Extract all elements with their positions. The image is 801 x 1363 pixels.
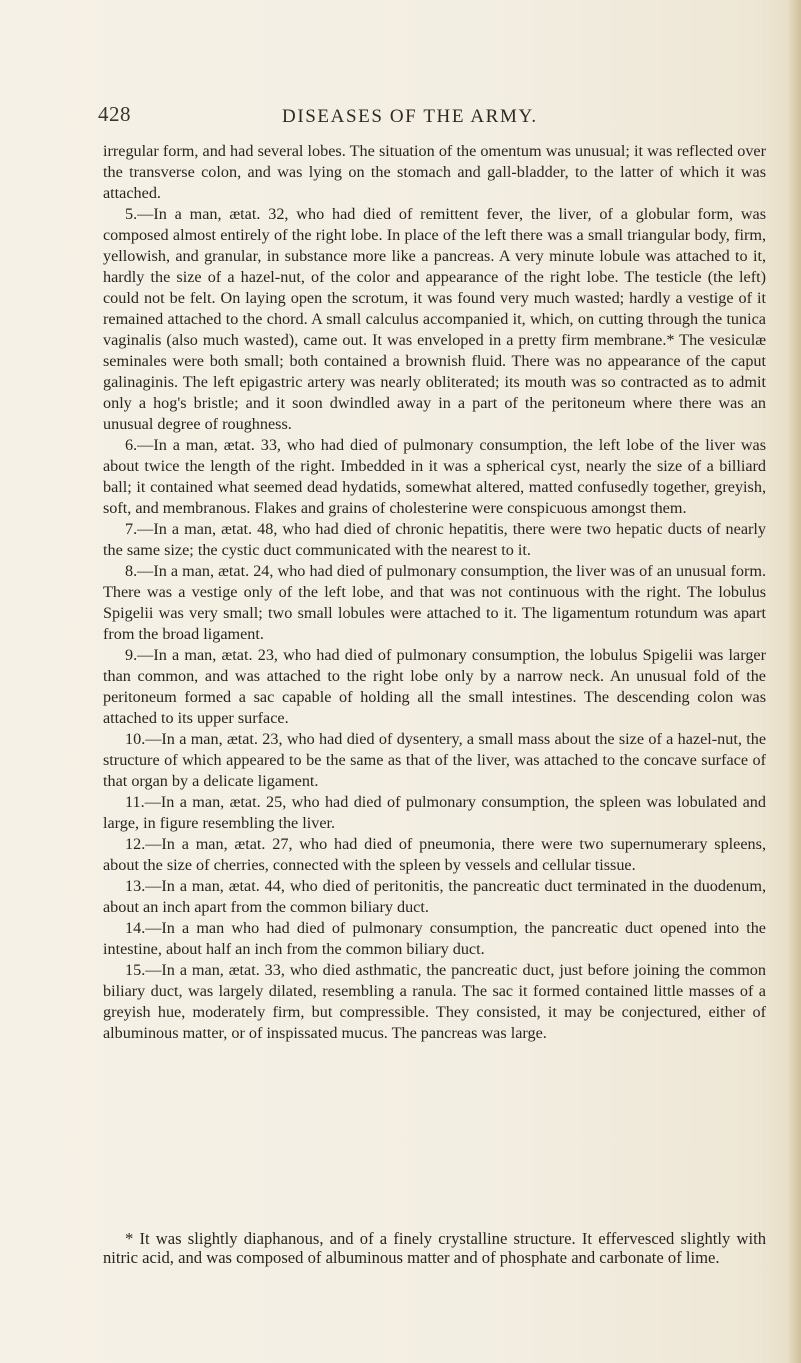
paragraph-case-7: 7.—In a man, ætat. 48, who had died of chronic hepatitis, there were two hepatic ducts of nearly the same size; the cystic duct communicated with the nearest to it.: [103, 520, 766, 559]
page-number: 428: [98, 102, 131, 126]
paragraph-case-6: 6.—In a man, ætat. 33, who had died of pulmonary consumption, the left lobe of the liver was about twice the length of the right. Imbedded in it was a spherical cyst, nearly the size of a billiard ball; it contained what seemed dead hydatids, somewhat altered, matted confusedly together, greyish, soft, and membranous. Flakes and grains of cholesterine were conspicuous amongst them.: [103, 436, 766, 517]
paragraph-case-8: 8.—In a man, ætat. 24, who had died of pulmonary consumption, the liver was of an unusual form. There was a vestige only of the left lobe, and that was not continuous with the right. The lobulus Spigelii was very small; two small lobules were attached to it. The ligamentum rotundum was apart from the broad ligament.: [103, 562, 766, 643]
footnote-text: * It was slightly diaphanous, and of a finely crystalline structure. It effervesced slightly with nitric acid, and was composed of albuminous matter and of phosphate and carbonate of lime.: [103, 1229, 766, 1267]
paragraph-case-12: 12.—In a man, ætat. 27, who had died of pneumonia, there were two supernumerary spleens, about the size of cherries, connected with the spleen by vessels and cellular tissue.: [103, 835, 766, 874]
paragraph-case-10: 10.—In a man, ætat. 23, who had died of dysentery, a small mass about the size of a hazel-nut, the structure of which appeared to be the same as that of the liver, was attached to the concave surface of that organ by a delicate ligament.: [103, 730, 766, 790]
page-header: [0, 70, 801, 127]
body-text: [103, 141, 766, 1044]
running-head: DISEASES OF THE ARMY.: [282, 106, 538, 127]
paragraph-case-14: 14.—In a man who had died of pulmonary consumption, the pancreatic duct opened into the intestine, about half an inch from the common biliary duct.: [103, 919, 766, 958]
paragraph-case-9: 9.—In a man, ætat. 23, who had died of pulmonary consumption, the lobulus Spigelii was larger than common, and was attached to the right lobe only by a narrow neck. An unusual fold of the peritoneum formed a sac capable of holding all the small intestines. The descending colon was attached to its upper surface.: [103, 646, 766, 727]
page-edge-shadow: [787, 0, 801, 1363]
paragraph-case-11: 11.—In a man, ætat. 25, who had died of pulmonary consumption, the spleen was lobulated and large, in figure resembling the liver.: [103, 793, 766, 832]
paragraph-case-5: 5.—In a man, ætat. 32, who had died of remittent fever, the liver, of a globular form, was composed almost entirely of the right lobe. In place of the left there was a small triangular body, firm, yellowish, and granular, in substance more like a pancreas. A very minute lobule was attached to it, hardly the size of a hazel-nut, of the color and appearance of the right lobe. The testicle (the left) could not be felt. On laying open the scrotum, it was found very much wasted; hardly a vestige of it remained attached to the chord. A small calculus accompanied it, which, on cutting through the tunica vaginalis (also much wasted), came out. It was enveloped in a pretty firm membrane.* The vesiculæ seminales were both small; both contained a brownish fluid. There was no appearance of the caput galinaginis. The left epigastric artery was nearly obliterated; its mouth was so contracted as to admit only a hog's bristle; and it soon dwindled away in a part of the peritoneum where there was an unusual degree of roughness.: [103, 205, 766, 433]
paragraph-case-15: 15.—In a man, ætat. 33, who died asthmatic, the pancreatic duct, just before joining the common biliary duct, was largely dilated, resembling a ranula. The sac it formed contained little masses of a greyish hue, moderately firm, but compressible. They consisted, it may be conjectured, either of albuminous matter, or of inspissated mucus. The pancreas was large.: [103, 961, 766, 1042]
footnote: [103, 1229, 766, 1267]
paragraph-case-13: 13.—In a man, ætat. 44, who died of peritonitis, the pancreatic duct terminated in the duodenum, about an inch apart from the common biliary duct.: [103, 877, 766, 916]
paragraph-continuation: irregular form, and had several lobes. The situation of the omentum was unusual; it was reflected over the transverse colon, and was lying on the stomach and gall-bladder, to the latter of which it was attached.: [103, 142, 766, 202]
